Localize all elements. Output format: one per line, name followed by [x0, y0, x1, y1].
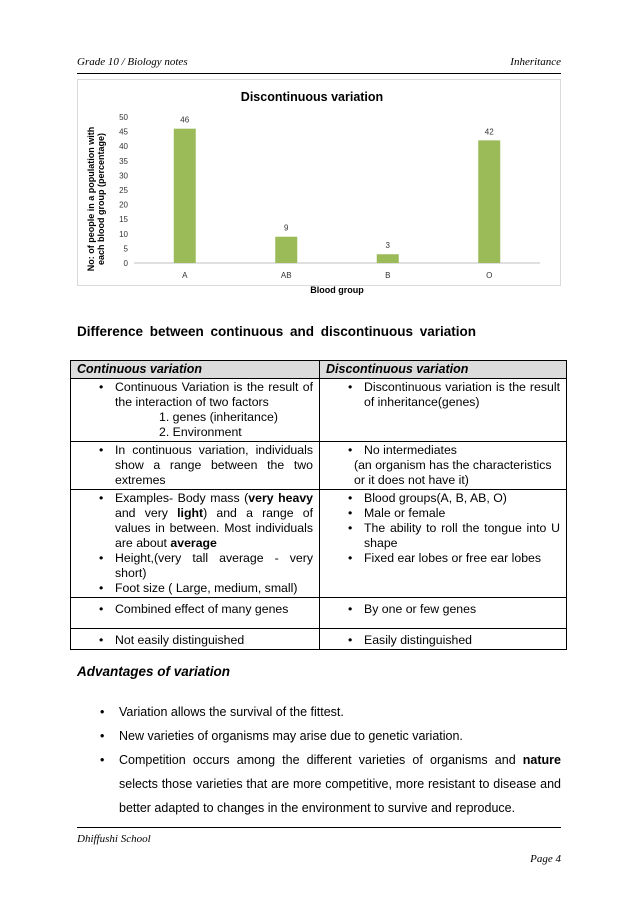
list-item: • Foot size ( Large, medium, small) [75, 581, 313, 596]
list-item: • In continuous variation, individuals show a range between the two extremes [75, 443, 313, 488]
y-tick-label: 10 [119, 229, 128, 239]
bar [377, 254, 399, 263]
list-note: (an organism has the characteristics or it does not have it) [354, 458, 552, 487]
x-tick-label: A [182, 271, 188, 280]
list-sub-item: 2. Environment [159, 425, 242, 439]
list-item: • Variation allows the survival of the fittest. [77, 700, 561, 724]
list-item: • Easily distinguished [324, 633, 560, 648]
advantages-heading: Advantages of variation [77, 664, 231, 679]
y-tick-label: 40 [119, 142, 128, 152]
table-cell [71, 379, 320, 442]
list-item: • By one or few genes [324, 602, 560, 617]
list-item: • Height,(very tall average - very short) [75, 551, 313, 581]
variation-table [70, 360, 567, 650]
list-item: • The ability to roll the tongue into U shape [324, 521, 560, 551]
bold-text: very heavy [248, 491, 313, 505]
footer-left: Dhiffushi School [77, 833, 151, 845]
chart-title: Discontinuous variation [240, 90, 384, 104]
y-tick-label: 20 [119, 200, 128, 210]
list-item: • Combined effect of many genes [75, 602, 313, 617]
header-right: Inheritance [510, 56, 561, 68]
table-row [71, 442, 567, 490]
table-row [71, 490, 567, 598]
y-tick-label: 15 [119, 215, 128, 225]
data-label: 42 [484, 127, 494, 137]
table-cell [71, 490, 320, 598]
table-cell [320, 598, 567, 629]
list-item [75, 491, 313, 551]
table-row [71, 598, 567, 629]
y-tick-label: 0 [123, 259, 128, 268]
table-cell [71, 629, 320, 650]
table-cell [71, 598, 320, 629]
header-continuous: Continuous variation [71, 361, 320, 379]
list-sub-item: 1. genes (inheritance) [159, 410, 278, 424]
list-item: • Blood groups(A, B, AB, O) [324, 491, 560, 506]
list-item: • New varieties of organisms may arise due to genetic variation. [77, 724, 561, 748]
x-tick-label: AB [280, 271, 292, 280]
advantages-list [77, 700, 561, 820]
footer-right: Page 4 [530, 853, 561, 865]
list-item: • No intermediates [324, 443, 560, 458]
bar [174, 129, 196, 263]
y-axis-label-line2: each blood group (percentage) [96, 132, 106, 266]
data-label: 46 [180, 115, 190, 125]
table-cell [71, 442, 320, 490]
table-header-row [71, 361, 567, 379]
list-item: • Male or female [324, 506, 560, 521]
header-discontinuous: Discontinuous variation [320, 361, 567, 379]
y-axis-label [86, 127, 106, 271]
bar [275, 237, 297, 263]
y-tick-label: 50 [119, 113, 128, 122]
header-left: Grade 10 / Biology notes [77, 56, 188, 68]
bar [478, 140, 500, 263]
data-label: 3 [385, 241, 390, 251]
text-run: Examples- Body mass ( [115, 491, 249, 505]
text-run: and very [115, 506, 178, 520]
y-tick-label: 45 [119, 127, 128, 137]
y-tick-label: 5 [123, 244, 128, 254]
table-cell [320, 629, 567, 650]
table-row [71, 379, 567, 442]
list-item: • Fixed ear lobes or free ear lobes [324, 551, 560, 566]
list-item: • Not easily distinguished [75, 633, 313, 648]
list-item: • Discontinuous variation is the result of inheritance(genes) [324, 380, 560, 410]
table-row [71, 629, 567, 650]
table-cell [320, 379, 567, 442]
data-label: 9 [284, 223, 289, 233]
difference-heading: Difference between continuous and discontinuous variation [77, 324, 477, 339]
bar-chart [78, 80, 562, 295]
text-run: ) and a range of values in between. Most individuals are about [115, 506, 313, 550]
bold-text: nature [522, 753, 561, 767]
y-tick-label: 25 [119, 186, 128, 195]
list-item: • Continuous Variation is the result of the interaction of two factors [75, 380, 313, 410]
list-item [77, 748, 561, 820]
y-axis-label-line1: No: of people in a population with [86, 126, 96, 272]
text-run: Competition occurs among the different varieties of organisms and [119, 753, 523, 767]
table-cell [320, 442, 567, 490]
footer-rule [77, 827, 561, 828]
y-tick-label: 35 [119, 156, 128, 166]
chart-container [77, 79, 561, 295]
text-run: selects those varieties that are more competitive, more resistant to disease and better adapted to changes in the environment to survive and reproduce. [119, 777, 561, 815]
x-tick-label: B [385, 271, 391, 280]
header-rule [77, 73, 561, 74]
bold-text: average [170, 536, 217, 550]
x-tick-label: O [486, 271, 493, 280]
x-axis-label: Blood group [310, 285, 364, 295]
bold-text: light [177, 506, 204, 520]
y-tick-label: 30 [119, 171, 128, 181]
table-cell [320, 490, 567, 598]
